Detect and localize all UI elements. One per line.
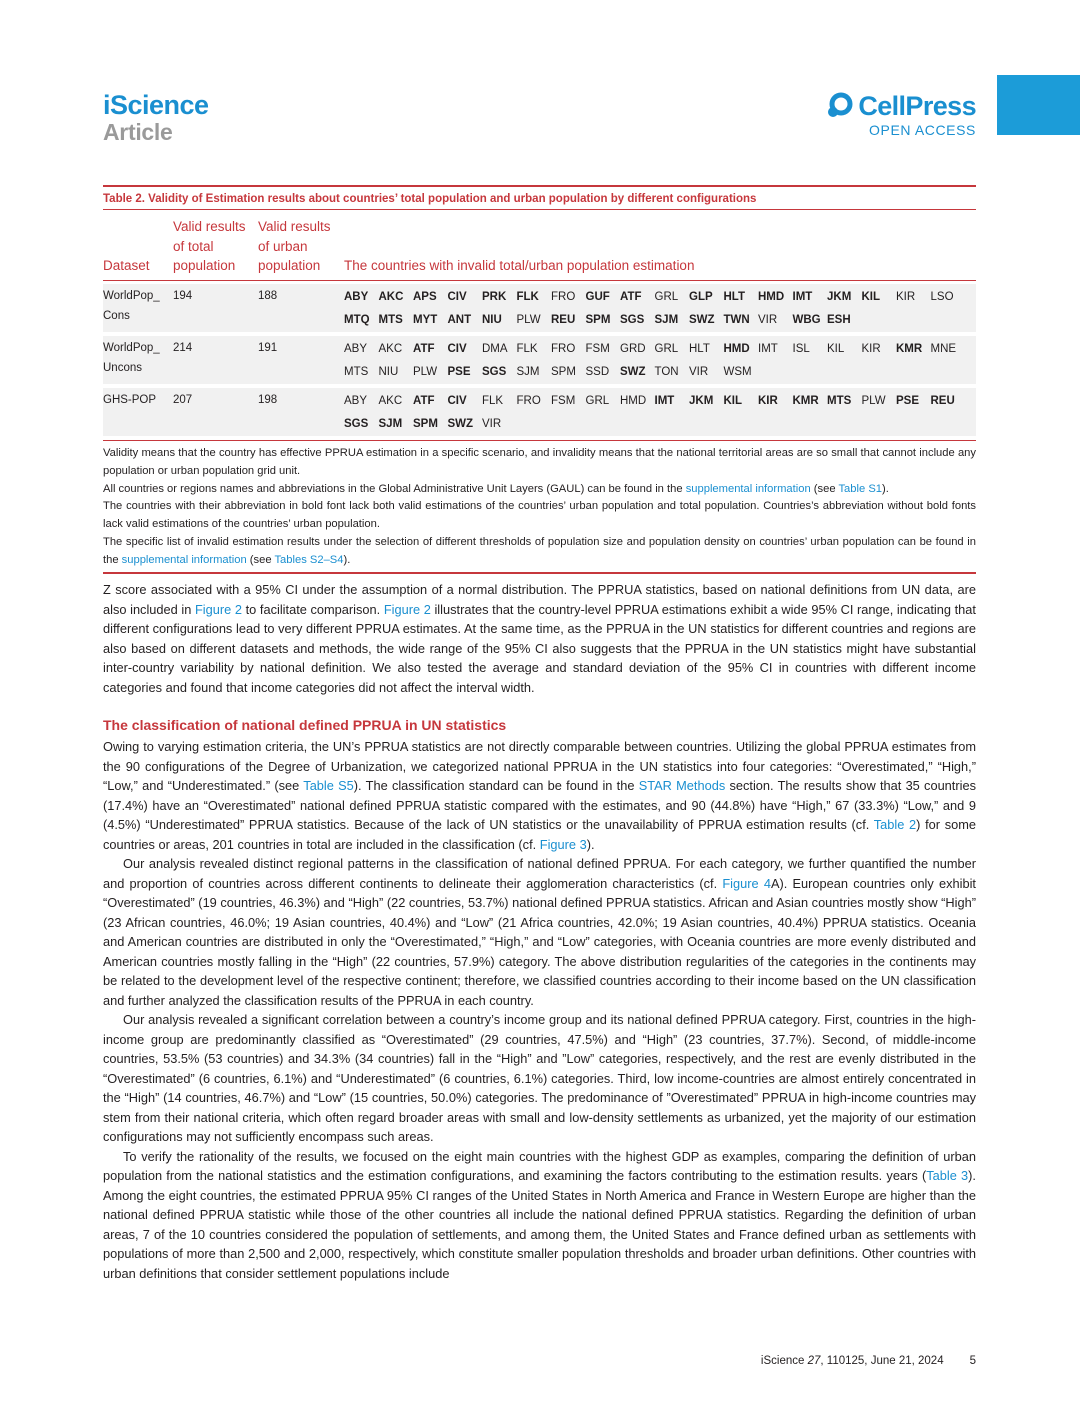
supplemental-link[interactable]: supplemental information xyxy=(685,482,811,495)
country-code: HLT xyxy=(723,291,746,303)
country-code: CIV xyxy=(447,343,467,355)
figure-2-link[interactable]: Figure 2 xyxy=(194,601,242,617)
urban-cell: 188 xyxy=(258,284,344,332)
footer-citation: , 110125, June 21, 2024 xyxy=(820,1355,944,1367)
publisher-masthead xyxy=(825,92,976,137)
country-code: CIV xyxy=(447,395,467,407)
country-code: WBG xyxy=(792,314,821,326)
country-code: SGS xyxy=(620,314,645,326)
country-code: FLK xyxy=(516,343,538,355)
country-code: PLW xyxy=(516,314,541,326)
country-code: LSO xyxy=(930,291,954,303)
country-code: PLW xyxy=(861,395,886,407)
country-code: HMD xyxy=(620,395,647,407)
country-code: JKM xyxy=(689,395,714,407)
footer-journal: iScience xyxy=(760,1355,808,1367)
table-row xyxy=(103,388,976,436)
country-code: IMT xyxy=(654,395,675,407)
country-code: KIR xyxy=(861,343,881,355)
country-code: KIL xyxy=(723,395,743,407)
country-code: MNE xyxy=(930,343,957,355)
journal-masthead xyxy=(103,92,209,144)
publisher-name: CellPress xyxy=(858,90,976,121)
country-code: MYT xyxy=(413,314,438,326)
country-code: AKC xyxy=(378,395,403,407)
table-row xyxy=(103,336,976,384)
country-code-list xyxy=(344,284,976,332)
country-code-list xyxy=(344,336,976,384)
country-code: SSD xyxy=(585,366,610,378)
table-s1-link[interactable]: Table S1 xyxy=(838,482,883,495)
page-footer xyxy=(761,1355,976,1367)
accent-block xyxy=(997,75,1080,135)
body-paragraph: Owing to varying estimation criteria, the UN’s PPRUA statistics are not directly comparable between countries. Utilizing the global PPRUA estimates from the 90 configurations of the Degree of Urbanization, we categorized national PPRUA in the UN statistics into four categories: “Overestimated,” “High,” “Low,” and “Underestimated.” (see Table S5). The classification standard can be found in the STAR Methods section. The results show that 35 countries (17.4%) have an “Overestimated” national defined PPRUA statistic compared with the estimates, and 90 (44.8%) have “High,” 67 (33.3%) “Low,” and 9 (4.5%) “Underestimated” PPRUA statistics. Because of the lack of UN statistics or the unavailability of PPRUA estimation results (cf. Table 2) for some countries or areas, 201 countries in total are included in the classification (cf. Figure 3). xyxy=(103,739,976,852)
country-code: ATF xyxy=(413,395,435,407)
total-cell: 207 xyxy=(173,388,258,436)
country-code: SPM xyxy=(585,314,611,326)
body-paragraph: To verify the rationality of the results, we focused on the eight main countries with the highest GDP as examples, comparing the definition of urban population from the national statistics and the estimation configurations, and examining the factors contributing to the estimation results. years (Table 3). Among the eight countries, the estimated PPRUA 95% CI ranges of the United States in North America and France in Western Europe are higher than the national defined PPRUA statistic while those of the other countries all include the national defined PPRUA statistics. Regarding the definition of urban areas, 7 of the 10 countries considered the population of settlements, and among them, the United States and France defined urban as settlements with populations of more than 2,500 and 2,000, respectively, which constitute smaller population thresholds and broader urban definitions. Other countries with urban definitions that consider settlement populations include xyxy=(103,1148,976,1281)
country-code: TWN xyxy=(723,314,750,326)
country-code: GLP xyxy=(689,291,713,303)
body-paragraph: Z score associated with a 95% CI under the assumption of a normal distribution. The PPRUA statistics, based on national definitions from UN data, are also included in Figure 2 to facilitate comparison. Figure 2 illustrates that the country-level PPRUA estimations exhibit a wide 95% CI range, indicating that different configurations lead to very different PPRUA estimates. At the same time, as the PPRUA in the UN statistics for different countries and regions are also based on different datasets and methods, the wide range of the 95% CI also suggests that the PPRUA in the UN statistics might have substantial inter-country variability by national definition. We also tested the average and standard deviation of the 95% CI in countries with different income categories and found that income categories did not affect the interval width. xyxy=(103,582,976,695)
country-code: FLK xyxy=(482,395,504,407)
country-code: VIR xyxy=(482,418,502,430)
page-number: 5 xyxy=(969,1355,976,1367)
table-row xyxy=(103,284,976,332)
country-code: AKC xyxy=(378,291,404,303)
country-code: GRL xyxy=(654,291,679,303)
country-code: IMT xyxy=(758,343,778,355)
country-code: KIL xyxy=(827,343,845,355)
table-note: The specific list of invalid estimation results under the selection of different thresholds of population size and population density on countries’ urban population can be found in the supplemental information (see Tables S2–S4). xyxy=(103,535,976,566)
country-code: FRO xyxy=(551,291,576,303)
urban-cell: 198 xyxy=(258,388,344,436)
country-code: FRO xyxy=(516,395,541,407)
dataset-cell: WorldPop_ Uncons xyxy=(103,336,173,384)
table-2 xyxy=(103,185,976,574)
total-cell: 214 xyxy=(173,336,258,384)
journal-name: iScience xyxy=(103,90,209,120)
country-code: ISL xyxy=(792,343,810,355)
country-code: ABY xyxy=(344,291,369,303)
country-code: SGS xyxy=(344,418,369,430)
header-urban: Valid results of urban population xyxy=(258,210,344,280)
country-code: ANT xyxy=(447,314,472,326)
table-2-link[interactable]: Table 2 xyxy=(873,817,917,832)
country-code: FSM xyxy=(585,343,610,355)
article-type: Article xyxy=(103,119,173,145)
country-code: CIV xyxy=(447,291,467,303)
country-code: SWZ xyxy=(689,314,715,326)
country-code: REU xyxy=(551,314,576,326)
country-code: ATF xyxy=(620,291,642,303)
body-paragraph: Our analysis revealed distinct regional patterns in the classification of national defined PPRUA. For each category, we further quantified the number and proportion of countries across different continents to delineate their agglomeration characteristics (cf. Figure 4A). European countries only exhibit “Overestimated” (19 countries, 46.3%) and “High” (22 countries, 53.7%) national defined PPRUA statistics. African and Asian countries mostly show “High” (23 African countries, 46.0%; 19 Asian countries, 40.4%) and “Low” (21 Africa countries, 42.0%; 19 Asian countries, 40.4%) PPRUA statistics. Oceania and American countries are distributed in only the “Overestimated,” “High,” and “Low” categories, with Oceania countries are more evenly distributed and American countries mostly falling in the “High” (22 countries, 57.9%) category. The above distribution regularities of the categories in the continents may be related to the development level of the respective continent; therefore, we classified countries according to their income based on the UN classification and further analyzed the classification results of the PPRUA in each country. xyxy=(103,856,976,1008)
country-code: ATF xyxy=(413,343,435,355)
total-cell: 194 xyxy=(173,284,258,332)
country-code: PSE xyxy=(896,395,920,407)
country-code-list xyxy=(344,388,976,436)
header-total: Valid results of total population xyxy=(173,210,258,280)
country-code: SWZ xyxy=(620,366,646,378)
country-code: DMA xyxy=(482,343,508,355)
section-heading: The classification of national defined PPRUA in UN statistics xyxy=(103,717,507,733)
country-code: MTQ xyxy=(344,314,370,326)
validity-table xyxy=(103,210,976,440)
country-code: ESH xyxy=(827,314,851,326)
country-code: GUF xyxy=(585,291,610,303)
urban-cell: 191 xyxy=(258,336,344,384)
country-code: PSE xyxy=(447,366,471,378)
country-code: NIU xyxy=(378,366,399,378)
country-code: AKC xyxy=(378,343,403,355)
country-code: HMD xyxy=(723,343,750,355)
country-code: APS xyxy=(413,291,437,303)
figure-2-link[interactable]: Figure 2 xyxy=(383,601,431,617)
country-code: ABY xyxy=(344,395,368,407)
country-code: SGS xyxy=(482,366,507,378)
country-code: PRK xyxy=(482,291,507,303)
star-methods-link[interactable]: STAR Methods xyxy=(638,778,726,793)
country-code: VIR xyxy=(689,366,709,378)
country-code: MTS xyxy=(378,314,403,326)
table-footnotes xyxy=(103,440,976,574)
country-code: REU xyxy=(930,395,955,407)
article-body xyxy=(103,580,976,1283)
header-dataset: Dataset xyxy=(103,210,173,280)
country-code: SPM xyxy=(551,366,576,378)
figure-4-link[interactable]: Figure 4 xyxy=(722,875,771,891)
country-code: JKM xyxy=(827,291,852,303)
table-header-row xyxy=(103,210,976,280)
country-code: SJM xyxy=(516,366,540,378)
open-access-label: OPEN ACCESS xyxy=(869,122,976,138)
country-code: MTS xyxy=(827,395,852,407)
country-code: ABY xyxy=(344,343,368,355)
figure-3-link[interactable]: Figure 3 xyxy=(539,836,587,852)
country-code: KMR xyxy=(896,343,923,355)
country-code: VIR xyxy=(758,314,778,326)
country-code: MTS xyxy=(344,366,369,378)
supplemental-link[interactable]: supplemental information xyxy=(121,553,247,566)
country-code: FLK xyxy=(516,291,539,303)
country-code: GRL xyxy=(585,395,610,407)
country-code: GRD xyxy=(620,343,646,355)
dataset-cell: GHS-POP xyxy=(103,388,173,436)
country-code: HMD xyxy=(758,291,785,303)
country-code: SWZ xyxy=(447,418,474,430)
country-code: PLW xyxy=(413,366,438,378)
table-note: Validity means that the country has effective PPRUA estimation in a specific scenario, and invalidity means that the national territorial areas are so small that cannot include any population or urban population grid unit. xyxy=(103,447,976,477)
country-code: KMR xyxy=(792,395,819,407)
table-note: All countries or regions names and abbreviations in the Global Administrative Unit Layers (GAUL) can be found in the supplemental information (see Table S1). xyxy=(103,482,889,495)
country-code: FSM xyxy=(551,395,576,407)
body-paragraph: Our analysis revealed a significant correlation between a country’s income group and its national defined PPRUA category. First, countries in the high-income group are predominantly classified as “Overestimated” (29 countries, 47.5%) and “High” (23 countries, 37.7%). Second, of middle-income countries, 53.5% (53 countries) and 34.3% (34 countries) fall in the “High” and ”Low” categories, respectively, and the rest are evenly distributed in the “Overestimated” (6 countries, 6.1%) and “Underestimated” (6 countries, 6.1%) categories. Third, low income-countries are almost entirely concentrated in the “High” (14 countries, 46.7%) and “Low” (15 countries, 50.0%) categories. The predominance of ”Overestimated” PPRUA in high-income countries may stem from their national criteria, which often regard broader areas with small and low-density settlements as urbanized, yet the majority of our estimation configurations may not sufficiently encompass such areas. xyxy=(103,1012,976,1144)
country-code: WSM xyxy=(723,366,752,378)
dataset-cell: WorldPop_ Cons xyxy=(103,284,173,332)
table-caption: Table 2. Validity of Estimation results about countries’ total population and urban population by different configurations xyxy=(103,187,976,210)
country-code: KIL xyxy=(861,291,881,303)
country-code: KIR xyxy=(896,291,916,303)
table-note: The countries with their abbreviation in bold font lack both valid estimations of the countries’ urban population and total population. Countries’s abbreviation without bold fonts lack valid estimations of the countries’ urban population. xyxy=(103,500,976,531)
country-code: HLT xyxy=(689,343,710,355)
country-code: FRO xyxy=(551,343,576,355)
country-code: NIU xyxy=(482,314,502,326)
table-s5-link[interactable]: Table S5 xyxy=(303,778,354,793)
country-code: SJM xyxy=(378,418,403,430)
country-code: GRL xyxy=(654,343,679,355)
table-3-link[interactable]: Table 3 xyxy=(926,1168,969,1183)
footer-volume: 27 xyxy=(807,1355,821,1367)
country-code: KIR xyxy=(758,395,778,407)
country-code: IMT xyxy=(792,291,813,303)
country-code: TON xyxy=(654,366,679,378)
tables-s2-s4-link[interactable]: Tables S2–S4 xyxy=(274,553,344,566)
country-code: SPM xyxy=(413,418,438,430)
country-code: SJM xyxy=(654,314,679,326)
cellpress-logo-icon xyxy=(825,92,853,120)
header-invalid: The countries with invalid total/urban population estimation xyxy=(344,210,976,280)
